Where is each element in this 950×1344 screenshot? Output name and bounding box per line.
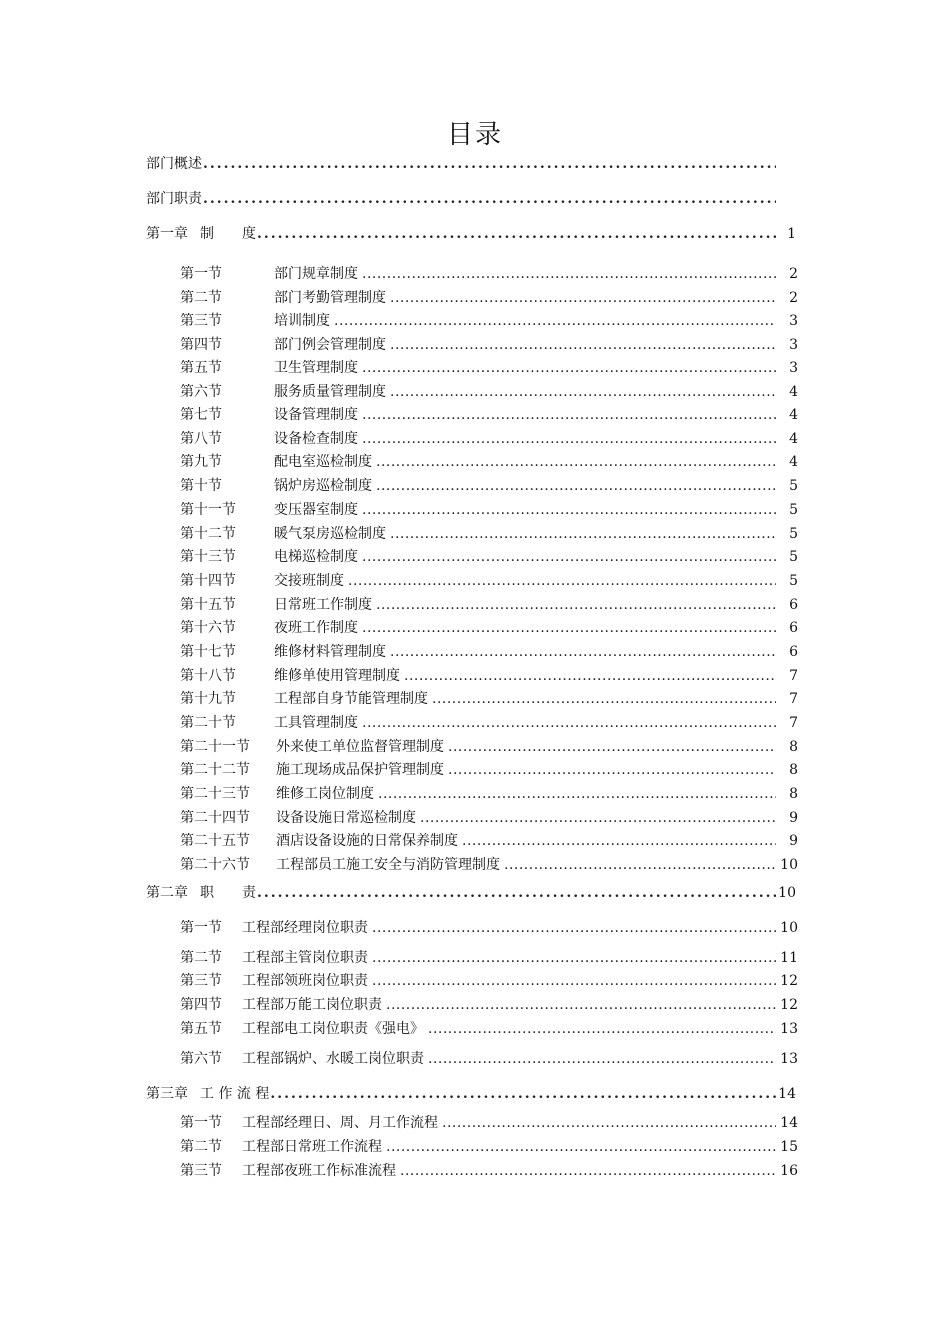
toc-page-number: 3 — [789, 360, 798, 376]
toc-section-entry[interactable] — [180, 264, 798, 284]
toc-entry-label — [180, 918, 368, 938]
toc-entry-label — [180, 971, 368, 991]
toc-entry-title: 工程部万能工岗位职责 — [242, 997, 382, 1013]
toc-chapter-entry[interactable] — [146, 883, 796, 903]
toc-entry-label — [180, 948, 368, 968]
toc-title: 目录 — [446, 120, 503, 150]
toc-entry-label — [146, 883, 256, 903]
toc-page-number: 1 — [787, 226, 796, 242]
toc-section-number: 第十二节 — [180, 526, 236, 542]
toc-dot-leader — [390, 288, 776, 308]
toc-entry-title: 日常班工作制度 — [274, 597, 372, 613]
toc-section-entry[interactable] — [180, 760, 798, 780]
toc-section-number: 第十八节 — [180, 668, 236, 684]
toc-section-entry[interactable] — [180, 405, 798, 425]
toc-page-number: 9 — [789, 810, 798, 826]
toc-dot-leader — [400, 1161, 776, 1181]
toc-dot-leader — [390, 642, 776, 662]
toc-section-entry[interactable] — [180, 429, 798, 449]
toc-section-entry[interactable] — [180, 1113, 798, 1133]
toc-section-entry[interactable] — [180, 808, 798, 828]
toc-section-entry[interactable] — [180, 382, 798, 402]
toc-page-number: 7 — [789, 715, 798, 731]
toc-chapter-number: 第二章 — [146, 885, 188, 901]
toc-section-number: 第六节 — [180, 384, 222, 400]
toc-entry-label — [180, 831, 458, 851]
toc-dot-leader — [376, 452, 776, 472]
toc-page-number: 13 — [780, 1051, 798, 1067]
toc-entry-title: 工具管理制度 — [274, 715, 358, 731]
toc-section-entry[interactable] — [180, 595, 798, 615]
toc-page-number: 4 — [789, 407, 798, 423]
toc-page-number: 6 — [789, 597, 798, 613]
toc-page-number: 5 — [789, 549, 798, 565]
toc-entry-label — [180, 547, 358, 567]
toc-dot-leader — [428, 1019, 776, 1039]
toc-page-number: 3 — [789, 337, 798, 353]
toc-entry-title: 设备管理制度 — [274, 407, 358, 423]
toc-page-number: 4 — [789, 454, 798, 470]
toc-section-number: 第五节 — [180, 360, 222, 376]
toc-section-entry[interactable] — [180, 666, 798, 686]
toc-page-number: 2 — [789, 290, 798, 306]
toc-entry-label — [180, 264, 358, 284]
toc-section-number: 第十五节 — [180, 597, 236, 613]
toc-dot-leader — [362, 618, 776, 638]
toc-dot-leader — [376, 476, 776, 496]
toc-section-number: 第四节 — [180, 997, 222, 1013]
toc-entry-title: 设备设施日常巡检制度 — [276, 810, 416, 826]
toc-section-number: 第十九节 — [180, 691, 236, 707]
toc-entry-label — [180, 288, 386, 308]
toc-entry-label — [180, 500, 358, 520]
toc-section-number: 第十一节 — [180, 502, 236, 518]
toc-entry-label — [180, 311, 330, 331]
toc-dot-leader — [203, 154, 776, 174]
toc-entry-title: 部门考勤管理制度 — [274, 290, 386, 306]
toc-entry-title: 工程部领班岗位职责 — [242, 973, 368, 989]
toc-section-number: 第二十三节 — [180, 786, 250, 802]
toc-section-number: 第七节 — [180, 407, 222, 423]
toc-section-number: 第二十一节 — [180, 739, 250, 755]
toc-entry-title: 交接班制度 — [274, 573, 344, 589]
toc-entry-label — [180, 1049, 424, 1069]
toc-section-number: 第三节 — [180, 1163, 222, 1179]
toc-page-number: 14 — [780, 1115, 798, 1131]
toc-section-entry[interactable] — [180, 618, 798, 638]
toc-dot-leader — [386, 1137, 776, 1157]
toc-section-number: 第二十六节 — [180, 857, 250, 873]
toc-entry-label — [180, 429, 358, 449]
toc-section-entry[interactable] — [180, 831, 798, 851]
toc-entry-label — [146, 154, 202, 174]
toc-dot-leader — [372, 971, 776, 991]
toc-dot-leader — [257, 224, 776, 244]
toc-entry-title: 设备检查制度 — [274, 431, 358, 447]
toc-page-number: 11 — [780, 950, 798, 966]
toc-page-number: 4 — [789, 431, 798, 447]
toc-page-number: 16 — [780, 1163, 798, 1179]
toc-chapter-number: 第一章 — [146, 226, 188, 242]
toc-section-number: 第十七节 — [180, 644, 236, 660]
toc-entry-label — [180, 1161, 396, 1181]
toc-entry-title: 工程部电工岗位职责《强电》 — [242, 1021, 424, 1037]
toc-chapter-entry[interactable] — [146, 224, 796, 244]
toc-dot-leader — [420, 808, 776, 828]
toc-page-number: 5 — [789, 573, 798, 589]
toc-entry-label — [180, 689, 428, 709]
toc-page-number: 5 — [789, 502, 798, 518]
toc-section-entry[interactable] — [180, 948, 798, 968]
toc-entry-label — [180, 335, 386, 355]
toc-dot-leader — [378, 784, 776, 804]
toc-section-number: 第十三节 — [180, 549, 236, 565]
toc-entry-label — [180, 808, 416, 828]
toc-section-number: 第一节 — [180, 1115, 222, 1131]
toc-section-number: 第九节 — [180, 454, 222, 470]
toc-section-entry[interactable] — [180, 784, 798, 804]
toc-dot-leader — [462, 831, 776, 851]
toc-page-number: 14 — [778, 1086, 796, 1102]
toc-page-number: 4 — [789, 384, 798, 400]
toc-entry-title: 工程部经理日、周、月工作流程 — [242, 1115, 438, 1131]
toc-section-number: 第四节 — [180, 337, 222, 353]
toc-dot-leader — [334, 311, 776, 331]
toc-entry-label — [180, 760, 444, 780]
toc-entry-title: 工程部夜班工作标准流程 — [242, 1163, 396, 1179]
toc-entry-title: 制 度 — [200, 226, 256, 242]
toc-entry-title: 部门概述 — [146, 156, 202, 172]
toc-chapter-number: 第三章 — [146, 1086, 188, 1102]
toc-section-number: 第八节 — [180, 431, 222, 447]
toc-section-number: 第二十二节 — [180, 762, 250, 778]
toc-entry-label — [180, 1113, 438, 1133]
toc-section-entry[interactable] — [180, 500, 798, 520]
toc-section-entry[interactable] — [180, 335, 798, 355]
toc-entry-label — [180, 571, 344, 591]
toc-section-number: 第六节 — [180, 1051, 222, 1067]
toc-entry-title: 部门规章制度 — [274, 266, 358, 282]
toc-page-number: 8 — [789, 762, 798, 778]
toc-page-number: 8 — [789, 739, 798, 755]
toc-entry-label — [180, 382, 386, 402]
toc-entry-label — [180, 595, 372, 615]
toc-section-entry[interactable] — [180, 476, 798, 496]
toc-section-entry[interactable] — [180, 642, 798, 662]
toc-section-entry[interactable] — [180, 855, 798, 875]
toc-entry-label — [180, 642, 386, 662]
toc-page-number: 9 — [789, 833, 798, 849]
toc-entry-label — [180, 1137, 382, 1157]
toc-entry-title: 部门例会管理制度 — [274, 337, 386, 353]
toc-entry-title: 工程部锅炉、水暖工岗位职责 — [242, 1051, 424, 1067]
toc-section-number: 第二十节 — [180, 715, 236, 731]
toc-section-number: 第五节 — [180, 1021, 222, 1037]
toc-section-entry[interactable] — [180, 1161, 798, 1181]
toc-entry-title: 变压器室制度 — [274, 502, 358, 518]
toc-page-number: 3 — [789, 313, 798, 329]
toc-dot-leader — [442, 1113, 776, 1133]
toc-dot-leader — [376, 595, 776, 615]
toc-section-number: 第三节 — [180, 973, 222, 989]
toc-page-number: 15 — [780, 1139, 798, 1155]
toc-entry-label — [180, 358, 358, 378]
toc-entry-title: 工程部主管岗位职责 — [242, 950, 368, 966]
toc-entry-label — [180, 713, 358, 733]
toc-page-number: 12 — [780, 973, 798, 989]
toc-entry-title: 维修工岗位制度 — [276, 786, 374, 802]
toc-entry-label — [180, 666, 400, 686]
toc-entry-title: 夜班工作制度 — [274, 620, 358, 636]
toc-dot-leader — [362, 500, 776, 520]
toc-entry-title: 电梯巡检制度 — [274, 549, 358, 565]
toc-entry-label — [180, 618, 358, 638]
toc-chapter-entry[interactable] — [146, 154, 796, 174]
toc-dot-leader — [390, 335, 776, 355]
toc-page-number: 6 — [789, 620, 798, 636]
toc-dot-leader — [362, 547, 776, 567]
toc-entry-title: 维修材料管理制度 — [274, 644, 386, 660]
toc-entry-label — [180, 1019, 424, 1039]
toc-section-entry[interactable] — [180, 452, 798, 472]
toc-entry-label — [180, 784, 374, 804]
toc-page-number: 7 — [789, 668, 798, 684]
toc-dot-leader — [432, 689, 776, 709]
toc-entry-title: 工程部自身节能管理制度 — [274, 691, 428, 707]
toc-dot-leader — [348, 571, 776, 591]
toc-dot-leader — [428, 1049, 776, 1069]
toc-dot-leader — [372, 948, 776, 968]
toc-dot-leader — [257, 883, 776, 903]
toc-section-entry[interactable] — [180, 689, 798, 709]
toc-entry-title: 卫生管理制度 — [274, 360, 358, 376]
toc-page-number: 10 — [780, 857, 798, 873]
toc-entry-title: 工程部经理岗位职责 — [242, 920, 368, 936]
toc-section-entry[interactable] — [180, 995, 798, 1015]
toc-dot-leader — [362, 429, 776, 449]
toc-dot-leader — [386, 995, 776, 1015]
toc-page-number: 8 — [789, 786, 798, 802]
toc-dot-leader — [372, 918, 776, 938]
toc-dot-leader — [362, 405, 776, 425]
toc-dot-leader — [362, 713, 776, 733]
toc-page-number: 12 — [780, 997, 798, 1013]
toc-section-entry[interactable] — [180, 737, 798, 757]
toc-entry-label — [180, 452, 372, 472]
toc-entry-title: 工程部日常班工作流程 — [242, 1139, 382, 1155]
toc-entry-title: 施工现场成品保护管理制度 — [276, 762, 444, 778]
toc-dot-leader — [390, 524, 776, 544]
toc-entry-title: 暖气泵房巡检制度 — [274, 526, 386, 542]
toc-section-number: 第二十五节 — [180, 833, 250, 849]
toc-chapter-entry[interactable] — [146, 1084, 796, 1104]
toc-entry-label — [180, 737, 444, 757]
toc-section-number: 第一节 — [180, 266, 222, 282]
toc-entry-label — [180, 476, 372, 496]
toc-entry-title: 工 作 流 程 — [200, 1086, 270, 1102]
toc-dot-leader — [448, 760, 776, 780]
toc-page-number: 5 — [789, 526, 798, 542]
toc-entry-title: 维修单使用管理制度 — [274, 668, 400, 684]
toc-entry-label — [180, 524, 386, 544]
toc-section-entry[interactable] — [180, 713, 798, 733]
toc-dot-leader — [448, 737, 776, 757]
toc-chapter-entry[interactable] — [146, 189, 796, 209]
toc-section-entry[interactable] — [180, 1137, 798, 1157]
toc-entry-label — [180, 995, 382, 1015]
toc-section-number: 第三节 — [180, 313, 222, 329]
toc-section-entry[interactable] — [180, 918, 798, 938]
toc-section-number: 第十六节 — [180, 620, 236, 636]
toc-section-entry[interactable] — [180, 1049, 798, 1069]
toc-entry-title: 工程部员工施工安全与消防管理制度 — [276, 857, 500, 873]
toc-entry-label — [146, 224, 256, 244]
toc-section-entry[interactable] — [180, 311, 798, 331]
toc-section-number: 第十四节 — [180, 573, 236, 589]
toc-page-number: 2 — [789, 266, 798, 282]
toc-section-number: 第二节 — [180, 1139, 222, 1155]
toc-dot-leader — [390, 382, 776, 402]
toc-entry-title: 培训制度 — [274, 313, 330, 329]
toc-page-number: 13 — [780, 1021, 798, 1037]
toc-entry-title: 服务质量管理制度 — [274, 384, 386, 400]
toc-entry-title: 酒店设备设施的日常保养制度 — [276, 833, 458, 849]
toc-page-number: 5 — [789, 478, 798, 494]
toc-section-entry[interactable] — [180, 971, 798, 991]
toc-section-number: 第二十四节 — [180, 810, 250, 826]
toc-entry-title: 职 责 — [200, 885, 256, 901]
toc-section-number: 第一节 — [180, 920, 222, 936]
toc-section-entry[interactable] — [180, 571, 798, 591]
toc-dot-leader — [203, 189, 776, 209]
toc-entry-label — [146, 189, 202, 209]
toc-entry-label — [146, 1084, 269, 1104]
toc-page-number: 6 — [789, 644, 798, 660]
toc-section-entry[interactable] — [180, 524, 798, 544]
toc-dot-leader — [270, 1084, 776, 1104]
toc-section-number: 第二节 — [180, 950, 222, 966]
toc-dot-leader — [362, 358, 776, 378]
toc-dot-leader — [404, 666, 776, 686]
toc-section-entry[interactable] — [180, 288, 798, 308]
toc-section-number: 第十节 — [180, 478, 222, 494]
toc-section-number: 第二节 — [180, 290, 222, 306]
toc-section-entry[interactable] — [180, 1019, 798, 1039]
toc-section-entry[interactable] — [180, 358, 798, 378]
toc-page-number: 10 — [780, 920, 798, 936]
toc-entry-title: 配电室巡检制度 — [274, 454, 372, 470]
toc-page-number: 7 — [789, 691, 798, 707]
toc-entry-title: 外来使工单位监督管理制度 — [276, 739, 444, 755]
toc-dot-leader — [362, 264, 776, 284]
toc-entry-label — [180, 855, 500, 875]
toc-entry-title: 部门职责 — [146, 191, 202, 207]
toc-page-number: 10 — [778, 885, 796, 901]
toc-dot-leader — [504, 855, 776, 875]
toc-section-entry[interactable] — [180, 547, 798, 567]
toc-entry-title: 锅炉房巡检制度 — [274, 478, 372, 494]
toc-entry-label — [180, 405, 358, 425]
